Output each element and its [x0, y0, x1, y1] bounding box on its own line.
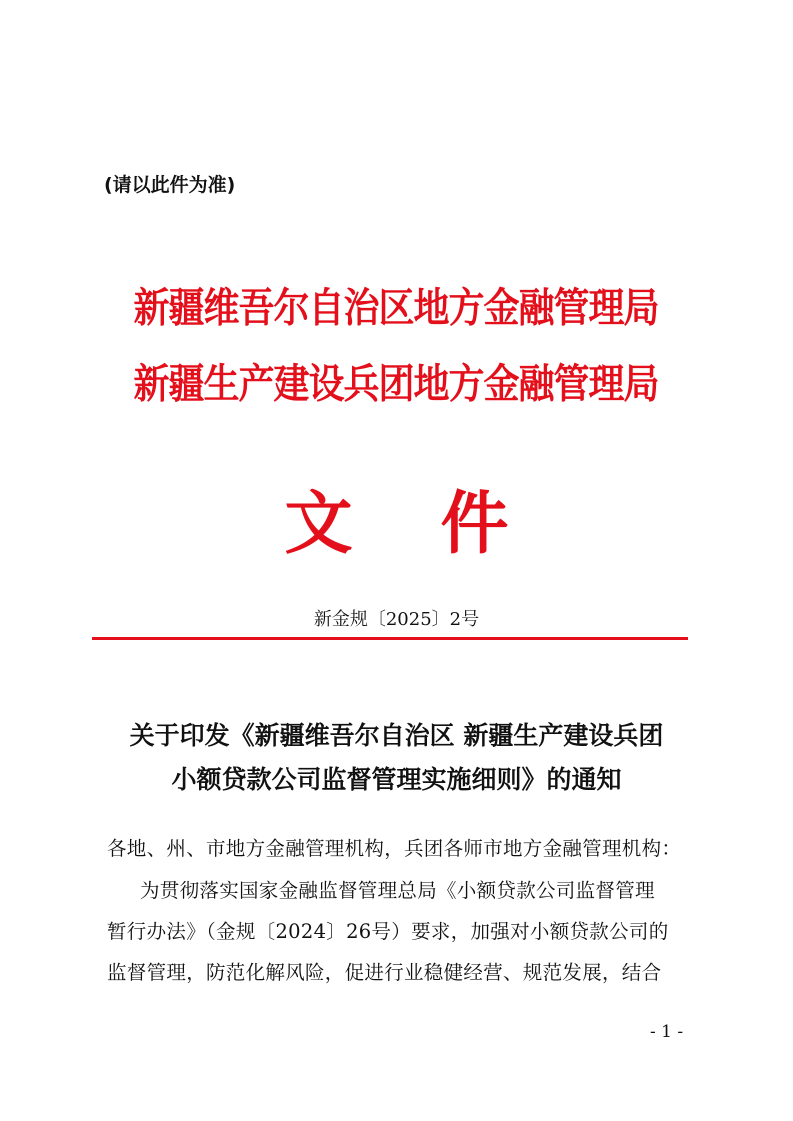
- document-label: 文件: [284, 484, 597, 564]
- body-line: 为贯彻落实国家金融监督管理总局《小额贷款公司监督管理: [140, 879, 655, 902]
- issuing-org-1: 新疆维吾尔自治区地方金融管理局: [133, 284, 659, 332]
- issuing-org-2: 新疆生产建设兵团地方金融管理局: [133, 360, 659, 408]
- notice-title-line-2: 小额贷款公司监督管理实施细则》的通知: [171, 765, 622, 794]
- notice-title-line-1: 关于印发《新疆维吾尔自治区 新疆生产建设兵团: [129, 721, 664, 750]
- document-number: 新金规〔2025〕2号: [313, 609, 480, 630]
- body-line: 暂行办法》（金规〔2024〕26号）要求，加强对小额贷款公司的: [107, 920, 669, 943]
- authority-note: (请以此件为准): [104, 174, 236, 196]
- page-number: - 1 -: [650, 1022, 684, 1042]
- red-divider-line: [92, 637, 688, 640]
- body-line: 监督管理，防范化解风险，促进行业稳健经营、规范发展，结合: [107, 961, 662, 984]
- addressee-line: 各地、州、市地方金融管理机构，兵团各师市地方金融管理机构：: [107, 837, 682, 860]
